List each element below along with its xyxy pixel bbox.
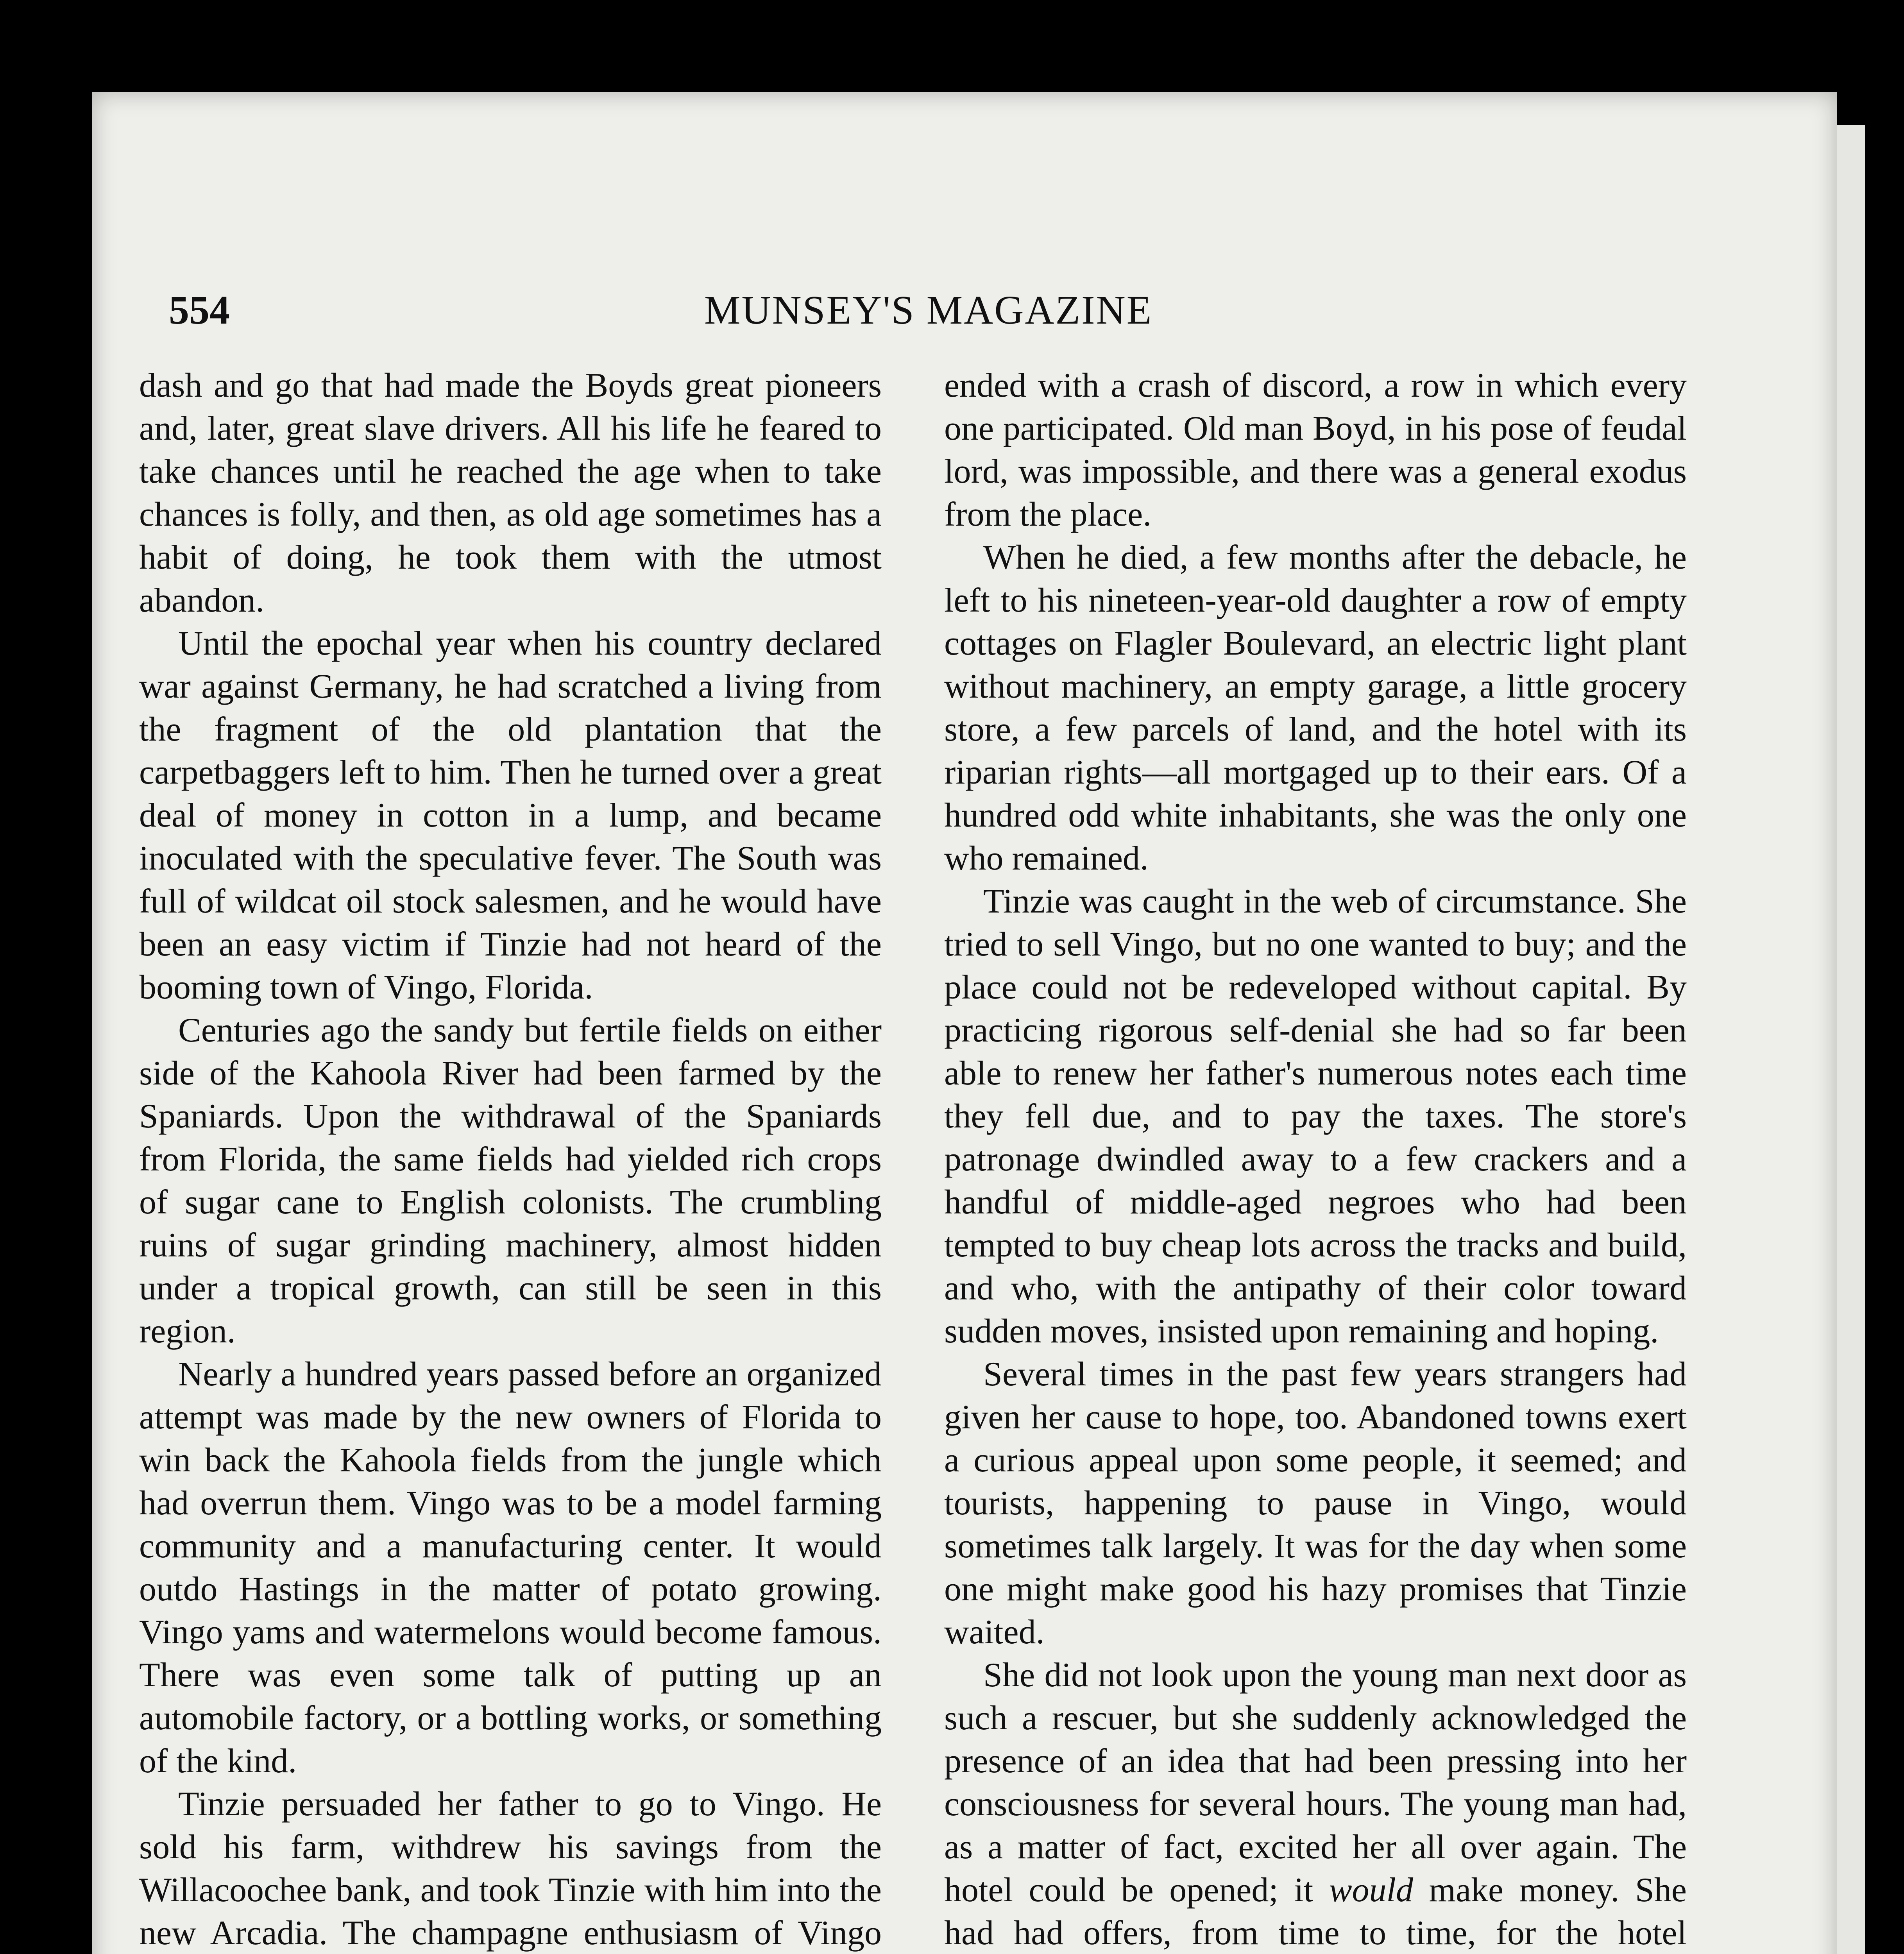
paragraph-text: make money. She had had offers, from time to time, for the hotel [944,1871,1687,1952]
left-column [139,364,882,1954]
paragraph: Until the epochal year when his country declared war against Germany, he had scratched a living from the fragment of the old plantation that the carpetbaggers left to him. Then he turned over a great deal of money in cotton in a lump, and became inoculated with the speculative fever. The South was full of wildcat oil stock salesmen, and he would have been an easy victim if Tinzie had not heard of the booming town of Vingo, Florida. [139,624,882,1006]
paragraph-text: She did not look upon the young man next door as such a rescuer, but she suddenly acknowledged the presence of an idea that had been pressing into her consciousness for several hours. The young man had, as a matter of fact, excited her all over again. The hotel could be opened; it [944,1656,1687,1909]
adjacent-page-edge [1837,125,1865,1954]
paragraph: Several times in the past few years strangers had given her cause to hope, too. Abandoned towns exert a curious appeal upon some people, it seemed; and tourists, happening to pause in Vingo, would sometimes talk largely. It was for the day when some one might make good his hazy promises that Tinzie waited. [944,1355,1687,1651]
right-column [944,364,1687,1954]
paragraph [944,1654,1687,1954]
emphasis: would [1329,1871,1413,1909]
paragraph: Tinzie persuaded her father to go to Vingo. He sold his farm, withdrew his savings from the Willacoochee bank, and took Tinzie with him into the new Arcadia. The champagne enthusiasm of Vingo [139,1785,882,1952]
paragraph: Tinzie was caught in the web of circumstance. She tried to sell Vingo, but no one wanted to buy; and the place could not be redeveloped without capital. By practicing rigorous self-denial she had so far been able to renew her father's numerous notes each time they fell due, and to pay the taxes. The store's patronage dwindled away to a few crackers and a handful of middle-aged negroes who had been tempted to buy cheap lots across the tracks and build, and who, with the antipathy of their color toward sudden moves, insisted upon remaining and hoping. [944,882,1687,1350]
page-header [169,283,1685,338]
paragraph: Centuries ago the sandy but fertile fields on either side of the Kahoola River had been farmed by the Spaniards. Upon the withdrawal of the Spaniards from Florida, the same fields had yielded rich crops of sugar cane to English colonists. The crumbling ruins of sugar grinding machinery, almost hidden under a tropical growth, can still be seen in this region. [139,1011,882,1350]
paragraph: When he died, a few months after the debacle, he left to his nineteen-year-old daughter a row of empty cottages on Flagler Boulevard, an electric light plant without machinery, an empty garage, a little grocery store, a few parcels of land, and the hotel with its riparian rights—all mortgaged up to their ears. Of a hundred odd white inhabitants, she was the only one who remained. [944,539,1687,877]
paragraph: ended with a crash of discord, a row in which every one participated. Old man Boyd, in his pose of feudal lord, was impossible, and there was a general exodus from the place. [944,367,1687,533]
paragraph: Nearly a hundred years passed before an organized attempt was made by the new owners of Florida to win back the Kahoola fields from the jungle which had overrun them. Vingo was to be a model farming community and a manufacturing center. It would outdo Hastings in the matter of potato growing. Vingo yams and watermelons would become famous. There was even some talk of putting up an automobile factory, or a bottling works, or something of the kind. [139,1355,882,1780]
paragraph: dash and go that had made the Boyds great pioneers and, later, great slave drivers. All his life he feared to take chances until he reached the age when to take chances is folly, and then, as old age sometimes has a habit of doing, he took them with the utmost abandon. [139,367,882,619]
running-head: MUNSEY'S MAGAZINE [704,288,1153,333]
page-number: 554 [169,288,230,333]
